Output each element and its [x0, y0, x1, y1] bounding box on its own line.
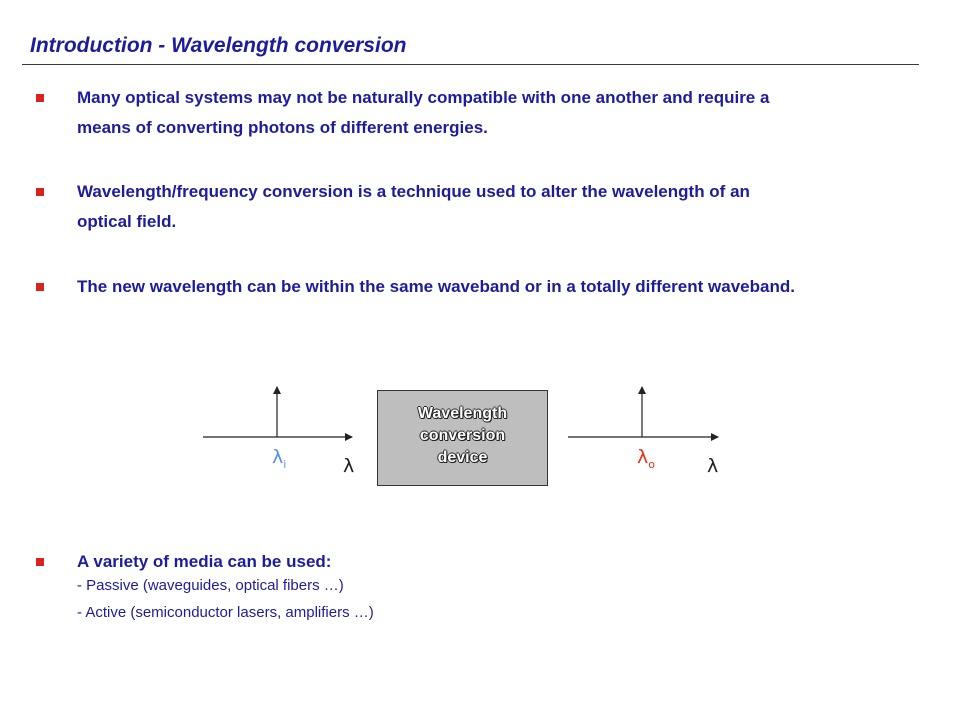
- lambda-symbol: λ: [637, 446, 649, 468]
- bullet-line: Wavelength/frequency conversion is a technique used to alter the wavelength of an: [77, 182, 750, 201]
- bullet-line: Many optical systems may not be naturally compatible with one another and require a: [77, 88, 770, 107]
- output-wavelength-label: [637, 446, 655, 471]
- sub-item-active: - Active (semiconductor lasers, amplifiers …): [77, 604, 374, 621]
- bullet-line: The new wavelength can be within the same waveband or in a totally different waveband.: [77, 277, 795, 296]
- device-label-line: conversion: [419, 427, 506, 444]
- input-wavelength-label: [272, 446, 286, 471]
- bullet-line: A variety of media can be used:: [77, 552, 332, 571]
- bullet-line: optical field.: [77, 212, 177, 231]
- lambda-symbol: λ: [272, 446, 284, 468]
- device-label: [377, 403, 548, 469]
- device-label-line: Wavelength: [417, 405, 508, 422]
- bullet-line: means of converting photons of different energies.: [77, 118, 488, 137]
- device-label-line: device: [437, 449, 488, 466]
- output-axis-label: λ: [707, 455, 719, 477]
- sub-item-passive: - Passive (waveguides, optical fibers …): [77, 577, 344, 594]
- slide-title: Introduction - Wavelength conversion: [30, 34, 407, 57]
- bullet-marker: [36, 558, 44, 566]
- subscript: o: [648, 457, 655, 471]
- subscript: i: [283, 457, 287, 471]
- bullet-text: [77, 547, 331, 577]
- input-axis-label: λ: [343, 455, 355, 477]
